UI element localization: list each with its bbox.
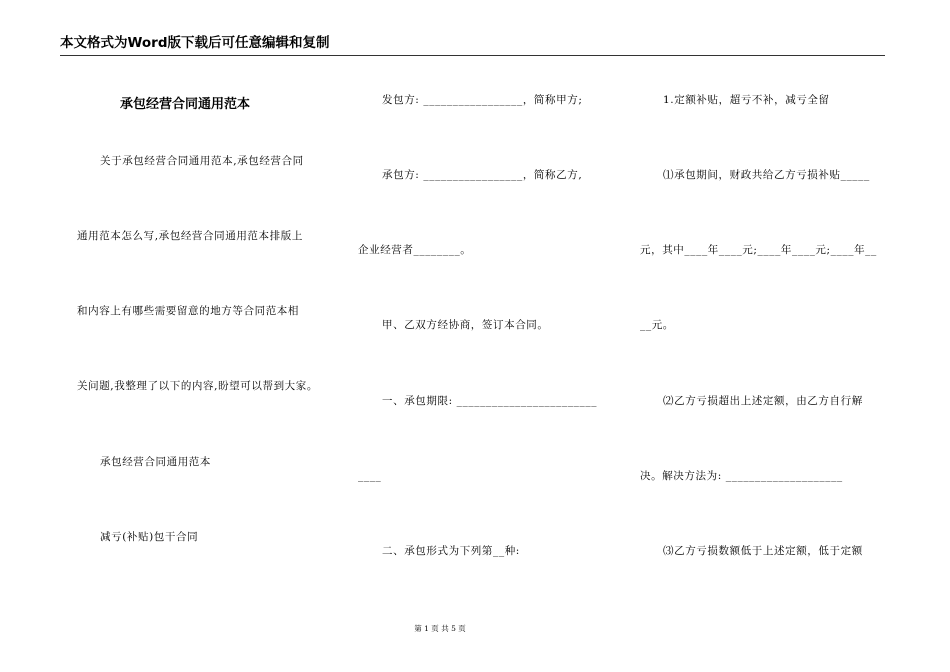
col3-line-3: 元，其中____年____元;____年____元;____年__ <box>640 244 877 256</box>
col2-line-4: 甲、乙双方经协商，签订本合同。 <box>382 319 549 331</box>
col3-line-5: ⑵乙方亏损超出上述定额，由乙方自行解 <box>663 395 863 407</box>
page-number: 第 1 页 共 5 页 <box>414 624 466 633</box>
col2-line-3: 企业经营者________。 <box>358 244 472 256</box>
col1-line-2: 通用范本怎么写,承包经营合同通用范本排版上 <box>77 230 303 242</box>
col3-line-6: 决。解决方法为: ____________________ <box>640 470 843 482</box>
col2-line-6: ____ <box>358 470 382 482</box>
col1-line-5: 承包经营合同通用范本 <box>100 456 211 468</box>
document-title: 承包经营合同通用范本 <box>120 97 251 112</box>
col2-line-5: 一、承包期限: ________________________ <box>382 395 598 407</box>
col3-line-2: ⑴承包期间，财政共给乙方亏损补贴_____ <box>663 169 870 181</box>
col3-line-4: __元。 <box>640 319 674 331</box>
col2-line-7: 二、承包形式为下列第__种: <box>382 545 520 557</box>
document-header: 本文格式为Word版下载后可任意编辑和复制 <box>60 34 885 56</box>
col2-line-1: 发包方: _________________，简称甲方; <box>382 94 583 106</box>
col1-line-1: 关于承包经营合同通用范本,承包经营合同 <box>100 155 304 167</box>
col1-line-6: 减亏(补贴)包干合同 <box>100 531 199 543</box>
col1-line-3: 和内容上有哪些需要留意的地方等合同范本相 <box>77 305 299 317</box>
col2-line-2: 承包方: _________________，简称乙方, <box>382 169 583 181</box>
col3-line-7: ⑶乙方亏损数额低于上述定额，低于定额 <box>663 545 863 557</box>
col3-line-1: 1.定额补贴，超亏不补，减亏全留 <box>663 94 830 106</box>
col1-line-4: 关问题,我整理了以下的内容,盼望可以帮到大家。 <box>77 380 318 392</box>
